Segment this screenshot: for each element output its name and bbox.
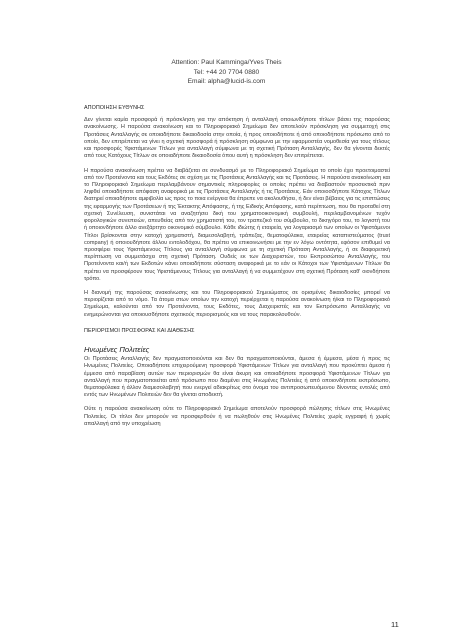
- disclaimer-paragraph-2: Η παρούσα ανακοίνωση πρέπει να διαβάζεται σε συνδυασμό με το Πληροφοριακό Σημείωμα το οποίο έχει προετοιμαστεί από τον Προτείνοντα και τους Εκδότες σε σχέση με τις Προτάσεις Ανταλλαγής και τις Προτάσεις. Η παρούσα ανακοίνωση και το Πληροφοριακό Σημείωμα περιλαμβάνουν σημαντικές πληροφορίες οι οποίες πρέπει να διαβαστούν προσεκτικά πριν ληφθεί οποιαδήποτε απόφαση αναφορικά με τις Προτάσεις Ανταλλαγής ή τις Προτάσεις. Εάν οποιοσδήποτε Κάτοχος Τίτλων διατηρεί οποιαδήποτε αμφιβολία ως προς το ποια ενέργεια θα έπρεπε να ακολουθήσει, ή δεν είναι βέβαιος για τις επιπτώσεις της εφαρμογής των Προτάσεων ή της Έκτακτης Απόφασης, ή της Ειδικής Απόφασης, κατά περίπτωση, που θα προταθεί στη σχετική Συνέλευση, συνιστάται να αναζητήσει δική του χρηματοοικονομική συμβουλή, περιλαμβανομένων τυχόν φορολογικών συνεπειών, απευθείας από τον χρηματιστή του, τον τραπεζικό του σύμβουλο, το δικηγόρο του, το λογιστή του ή οποιονδήποτε άλλο ανεξάρτητο οικονομικό σύμβουλο. Κάθε ιδιώτης ή εταιρεία, για λογαριασμό των οποίων οι Υφιστάμενοι Τίτλοι βρίσκονται στην κατοχή χρηματιστή, διαμεσολαβητή, τράπεζας, θεματοφύλακα, εταιρείας καταπιστεύματος (trust company) ή οποιουδήποτε άλλου εντολοδόχου, θα πρέπει να επικοινωνήσει με την εν λόγω οντότητα, εφόσον επιθυμεί να προσφέρει τους Υφιστάμενους Τίτλους για ανταλλαγή σύμφωνα με τη σχετική Πρόταση Ανταλλαγής, ή σε διαφορετική περίπτωση να συμμετάσχει στη σχετική Πρόταση. Ουδείς εκ των Διαχειριστών, του Εκπροσώπου Ανταλλαγής, του Προτείνοντα και/ή των Εκδοτών κάνει οποιαδήποτε σύσταση αναφορικά με το εάν οι Κάτοχοι των Υφιστάμενων Τίτλων θα πρέπει να προσφέρουν τους Υφιστάμενους Τίτλους για ανταλλαγή ή να συμμετέχουν στη σχετική Πρόταση καθ' οιονδήποτε τρόπο.: [84, 167, 391, 282]
- telephone-line: Tel: +44 20 7704 0880: [193, 68, 260, 76]
- us-paragraph-2: Ούτε η παρούσα ανακοίνωση ούτε το Πληροφοριακό Σημείωμα αποτελούν προσφορά πώλησης τίτλων στις Ηνωμένες Πολιτείες. Οι τίτλοι δεν μπορούν να προσφερθούν ή να πωληθούν στις Ηνωμένες Πολιτείες χωρίς εγγραφή ή χωρίς απαλλαγή από την υποχρέωση: [84, 406, 390, 427]
- document-body: [84, 105, 390, 432]
- attention-line: Attention: Paul Kamminga/Yves Theis: [171, 59, 282, 66]
- page-number: 11: [391, 620, 399, 629]
- disclaimer-paragraph-3: Η διανομή της παρούσας ανακοίνωσης και του Πληροφοριακού Σημειώματος σε ορισμένες δικαιοδοσίες μπορεί να περιορίζεται από το νόμο. Τα άτομα στων οποίων την κατοχή περιέρχεται η παρούσα ανακοίνωση ή/και το Πληροφοριακό Σημείωμα, καλούνται από τον Προτείνοντα, τους Εκδότες, τους Διαχειριστές και τον Εκπρόσωπο Ανταλλαγής να ενημερώνονται για οποιουσδήποτε σχετικούς περιορισμούς και να τους παρακολουθούν.: [84, 290, 390, 318]
- email-line: Email: alpha@lucid-is.com: [187, 78, 266, 86]
- us-subheading: Ηνωμένες Πολιτείες: [84, 345, 150, 355]
- us-paragraph-1: Οι Προτάσεις Ανταλλαγής δεν πραγματοποιούνται και δεν θα πραγματοποιούνται, άμεσα ή έμμεσα, μέσα ή προς τις Ηνωμένες Πολιτείες. Οποιαδήποτε επιχειρούμενη προσφορά Υφιστάμενων Τίτλων για ανταλλαγή που προκύπτει άμεσα ή έμμεσα από παραβίαση αυτών των περιορισμών θα είναι άκυρη και οποιαδήποτε προσφορά Υφιστάμενων Τίτλων για ανταλλαγή που πραγματοποιείται από πρόσωπο που διαμένει στις Ηνωμένες Πολιτείες ή από οποιονδήποτε εκπρόσωπο, θεματοφύλακα ή άλλον διαμεσολαβητή που ενεργεί αδιακρίτως στο όνομα του αντιπροσωπευόμενου δίνοντας εντολές από εντός των Ηνωμένων Πολιτειών δεν θα γίνεται αποδεκτή.: [84, 356, 390, 399]
- disclaimer-heading: ΑΠΟΠΟΙΗΣΗ ΕΥΘΥΝΗΣ: [84, 105, 145, 111]
- contact-block: [0, 58, 453, 87]
- disclaimer-paragraph-1: Δεν γίνεται καμία προσφορά ή πρόσκληση για την απόκτηση ή ανταλλαγή οποιωνδήποτε τίτλων βάσει της παρούσας ανακοίνωσης. Η παρούσα ανακοίνωση και το Πληροφοριακό Σημείωμα δεν αποτελούν πρόσκληση για συμμετοχή στις Προτάσεις Ανταλλαγής σε οποιαδήποτε δικαιοδοσία στην οποία, ή προς οποιοδήποτε ή από οποιοδήποτε πρόσωπο από το οποίο, δεν επιτρέπεται να γίνει η σχετική προσφορά ή πρόσκληση σύμφωνα με την εφαρμοστέα νομοθεσία για τους τίτλους και προσφορές Υφιστάμενων Τίτλων για ανταλλαγή σύμφωνα με τη σχετική Πρόταση Ανταλλαγής, δεν θα γίνονται δεκτές από τους Κατόχους Τίτλων σε οποιαδήποτε δικαιοδοσία όπου αυτή η πρόσκληση δεν επιτρέπεται.: [84, 117, 390, 160]
- restrictions-heading: ΠΕΡΙΟΡΙΣΜΟΙ ΠΡΟΣΦΟΡΑΣ ΚΑΙ ΔΙΑΘΕΣΗΣ: [84, 327, 195, 334]
